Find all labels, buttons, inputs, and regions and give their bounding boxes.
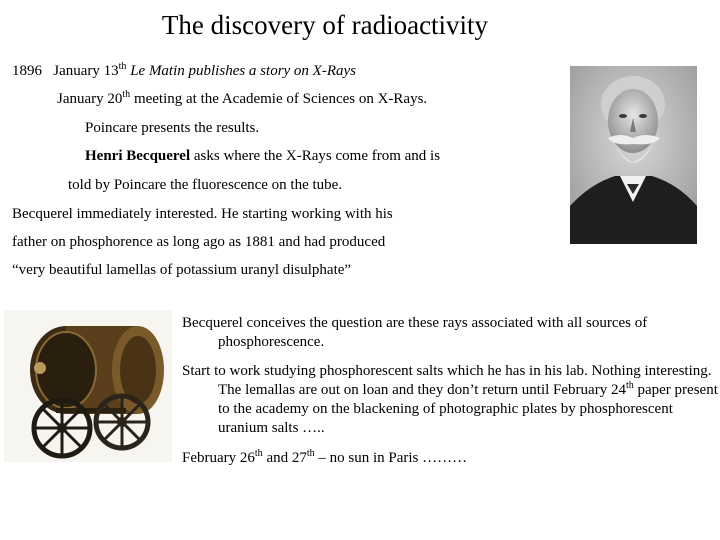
line-5: told by Poincare the fluorescence on the tube. [68,177,343,193]
p2-text-a: Start to work studying phosphorescent salts which he has in his lab. Nothing interesting. The lemallas are out on loan and they don’t return until February 24 [182,363,712,398]
antique-device-photo [4,310,172,462]
paragraph-conceives: Becquerel conceives the question are these rays associated with all sources of phosphorescence. [182,315,648,350]
paragraph-no-sun [182,449,467,468]
p2-text-b: paper present to the academy on the blackening of photographic plates by phosphorescent uranium salts ….. [218,382,718,436]
line-3: Poincare presents the results. [85,120,260,136]
p3-date-a: February 26 [182,450,255,466]
line-7: father on phosphorence as long ago as 1881 and had produced [12,234,386,250]
year: 1896 [12,63,42,79]
line-6: Becquerel immediately interested. He starting working with his [12,206,393,222]
portrait-photo [570,66,697,244]
line-4-rest: asks where the X-Rays come from and is [193,148,441,164]
page-title: The discovery of radioactivity [161,10,489,40]
date-suffix: th [625,380,634,391]
date-suffix: th [306,448,315,459]
paragraph-phosphorescent-salts [182,362,718,438]
henri-becquerel-name: Henri Becquerel [85,148,191,164]
line-8: “very beautiful lamellas of potassium uranyl disulphate” [12,262,352,278]
p3-no-sun: – no sun in Paris ……… [318,450,468,466]
le-matin-story: Le Matin publishes a story on X-Rays [130,63,357,79]
line-4 [85,147,440,165]
date-jan-13: January 13 [53,63,119,79]
line-2 [57,90,427,108]
p3-and: and 27 [266,450,307,466]
date-suffix: th [118,61,127,72]
line-1 [12,62,356,80]
date-jan-20: January 20 [57,91,123,107]
date-suffix: th [254,448,263,459]
meeting-text: meeting at the Academie of Sciences on X-Rays. [133,91,428,107]
date-suffix: th [122,89,131,100]
